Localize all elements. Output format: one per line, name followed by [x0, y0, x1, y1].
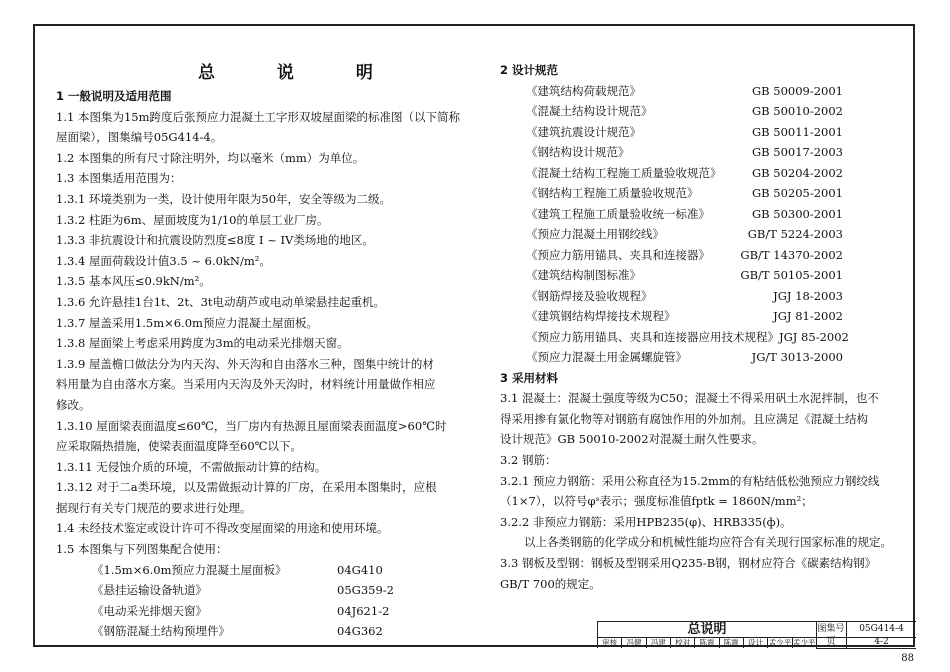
- code-name: 《建筑工程施工质量验收统一标准》: [526, 206, 710, 221]
- atlas-code: 05G359-2: [337, 583, 394, 598]
- para: 1.3.5 基本风压≤0.9kN/m²。: [56, 274, 211, 289]
- para: 1.3.6 允许悬挂1台1t、2t、3t电动葫芦或电动单梁悬挂起重机。: [56, 294, 386, 309]
- atlas-number: 05G414-4: [847, 622, 916, 638]
- code-name: 《钢结构设计规范》: [526, 145, 630, 160]
- code-name: 《建筑结构荷载规范》: [526, 83, 641, 98]
- para: 设计规范》GB 50010-2002对混凝土耐久性要求。: [500, 432, 764, 447]
- para: 1.3.2 柱距为6m、屋面坡度为1/10的单层工业厂房。: [56, 212, 329, 227]
- para: 1.1 本图集为15m跨度后张预应力混凝土工字形双坡屋面梁的标准图（以下简称: [56, 109, 460, 124]
- atlas-code: 04G362: [337, 624, 383, 639]
- para: 据现行有关专门规范的要求进行处理。: [56, 500, 252, 515]
- para: 以上各类钢筋的化学成分和机械性能均应符合有关现行国家标准的规定。: [524, 535, 892, 550]
- code-row: [526, 265, 843, 286]
- section-2-heading: 2 设计规范: [500, 63, 559, 77]
- code-row: [526, 183, 843, 204]
- atlas-name: 《1.5m×6.0m预应力混凝土屋面板》: [92, 562, 287, 577]
- code-name: 《混凝土结构设计规范》: [526, 104, 653, 119]
- code-number: GB 50017-2003: [751, 145, 843, 160]
- code-number: JGJ 18-2003: [773, 288, 843, 303]
- para: 3.2.1 预应力钢筋：采用公称直径为15.2mm的有粘结低松弛预应力钢绞线: [500, 473, 880, 488]
- signature-row: [598, 637, 817, 648]
- signature-cell: 孟少平: [793, 638, 816, 647]
- para: 1.3.9 屋盖檐口做法分为内天沟、外天沟和自由落水三种，图集中统计的材: [56, 356, 434, 371]
- para: 1.3.7 屋盖采用1.5m×6.0m预应力混凝土屋面板。: [56, 315, 318, 330]
- left-column: [56, 86, 486, 642]
- signature-cell: 冯建: [647, 637, 671, 648]
- code-name: 《预应力混凝土用钢绞线》: [526, 227, 664, 242]
- code-number: GB/T 50105-2001: [740, 268, 843, 283]
- right-column: [500, 60, 895, 594]
- code-row: [526, 224, 843, 245]
- atlas-name: 《悬挂运输设备轨道》: [92, 583, 207, 598]
- role-cell: 校对: [671, 637, 695, 648]
- code-list: [500, 81, 895, 368]
- role-cell: 孟少平: [768, 638, 792, 647]
- page-label: 页: [816, 637, 847, 649]
- para: （1×7），以符号φˢ表示；强度标准值fptk = 1860N/mm²；: [500, 494, 813, 509]
- para: 1.2 本图集的所有尺寸除注明外，均以毫米（mm）为单位。: [56, 150, 365, 165]
- sheet-number: 88: [901, 653, 914, 664]
- atlas-code: 04J621-2: [337, 603, 390, 618]
- code-name: 《预应力筋用锚具、夹具和连接器应用技术规程》: [526, 329, 779, 344]
- code-number: GB/T 14370-2002: [740, 247, 843, 262]
- code-number: GB 50011-2001: [751, 124, 843, 139]
- role-cell: 设计: [744, 637, 768, 648]
- code-name: 《建筑抗震设计规范》: [526, 124, 641, 139]
- para: 料用量为自由落水方案。当采用内天沟及外天沟时，材料统计用量做作相应: [56, 377, 436, 392]
- code-row: [526, 142, 843, 163]
- code-row: [526, 347, 843, 368]
- atlas-name: 《钢筋混凝土结构预埋件》: [92, 624, 230, 639]
- role-cell: 审核: [598, 637, 622, 648]
- para: 1.3.4 屋面荷载设计值3.5 ~ 6.0kN/m²。: [56, 253, 271, 268]
- para: 3.2 钢筋：: [500, 452, 557, 467]
- para: 1.3.11 无侵蚀介质的环境，不需做振动计算的结构。: [56, 459, 327, 474]
- code-row: [526, 163, 843, 184]
- code-number: GB 50010-2002: [751, 104, 843, 119]
- code-number: GB/T 5224-2003: [747, 227, 843, 242]
- para: 3.2.2 非预应力钢筋：采用HPB235(φ)、HRB335(ф)。: [500, 514, 792, 529]
- code-name: 《钢筋焊接及验收规程》: [526, 288, 653, 303]
- para: 1.4 未经技术鉴定或设计许可不得改变屋面梁的用途和使用环境。: [56, 521, 389, 536]
- para: 1.3.1 环境类别为一类，设计使用年限为50年，安全等级为二级。: [56, 191, 392, 206]
- atlas-name: 《电动采光排烟天窗》: [92, 603, 207, 618]
- para: 3.1 混凝土：混凝土强度等级为C50；混凝土不得采用矾土水泥拌制，也不: [500, 391, 879, 406]
- code-number: JGJ 81-2002: [773, 309, 843, 324]
- para: GB/T 700的规定。: [500, 576, 601, 591]
- code-name: 《预应力混凝土用金属螺旋管》: [526, 350, 687, 365]
- para: 1.3.10 屋面梁表面温度≤60℃，当厂房内有热源且屋面梁表面温度>60℃时: [56, 418, 447, 433]
- code-row: [526, 204, 843, 225]
- para: 1.3.12 对于二a类环境，以及需做振动计算的厂房，在采用本图集时，应根: [56, 480, 437, 495]
- code-number: GB 50300-2001: [751, 206, 843, 221]
- atlas-list: [56, 560, 486, 642]
- title-block-title: 总说明: [598, 622, 817, 638]
- code-number: GB 50204-2002: [751, 165, 843, 180]
- atlas-label: 图集号: [816, 622, 847, 638]
- para: 1.5 本图集与下列图集配合使用：: [56, 542, 228, 557]
- code-name: 《建筑结构制图标准》: [526, 268, 641, 283]
- role-cell: 冯健: [622, 637, 646, 648]
- signature-cell: 陈震: [720, 637, 744, 648]
- code-name: 《预应力筋用锚具、夹具和连接器》: [526, 247, 710, 262]
- code-row: [526, 327, 849, 348]
- title-block: [597, 621, 916, 648]
- page-title: 总 说 明: [198, 63, 401, 83]
- section-1-heading: 1 一般说明及适用范围: [56, 89, 172, 103]
- atlas-code: 04G410: [337, 562, 383, 577]
- para: 得采用掺有氯化物等对钢筋有腐蚀作用的外加剂。且应满足《混凝土结构: [500, 411, 868, 426]
- code-row: [526, 122, 843, 143]
- code-row: [526, 245, 843, 266]
- code-number: GB 50009-2001: [751, 83, 843, 98]
- code-name: 《混凝土结构工程施工质量验收规范》: [526, 165, 722, 180]
- code-number: GB 50205-2001: [751, 186, 843, 201]
- para: 应采取隔热措施，使梁表面温度降至60℃以下。: [56, 439, 302, 454]
- code-number: JGJ 85-2002: [779, 329, 849, 344]
- page-number-cell: 4-2: [847, 637, 916, 649]
- code-name: 《钢结构工程施工质量验收规范》: [526, 186, 699, 201]
- role-cell: 陈震: [695, 637, 719, 648]
- para: 1.3.3 非抗震设计和抗震设防烈度≤8度 I ~ IV类场地的地区。: [56, 233, 374, 248]
- para: 1.3 本图集适用范围为：: [56, 171, 182, 186]
- section-3-heading: 3 采用材料: [500, 370, 559, 385]
- para: 屋面梁），图集编号05G414-4。: [56, 130, 223, 145]
- code-row: [526, 81, 843, 102]
- para: 1.3.8 屋面梁上考虑采用跨度为3m的电动采光排烟天窗。: [56, 336, 349, 351]
- para: 3.3 钢板及型钢：钢板及型钢采用Q235-B钢，钢材应符合《碳素结构钢》: [500, 555, 877, 570]
- code-number: JG/T 3013-2000: [751, 350, 843, 365]
- para: 修改。: [56, 397, 91, 412]
- code-row: [526, 306, 843, 327]
- code-row: [526, 286, 843, 307]
- code-name: 《建筑钢结构焊接技术规程》: [526, 309, 676, 324]
- code-row: [526, 101, 843, 122]
